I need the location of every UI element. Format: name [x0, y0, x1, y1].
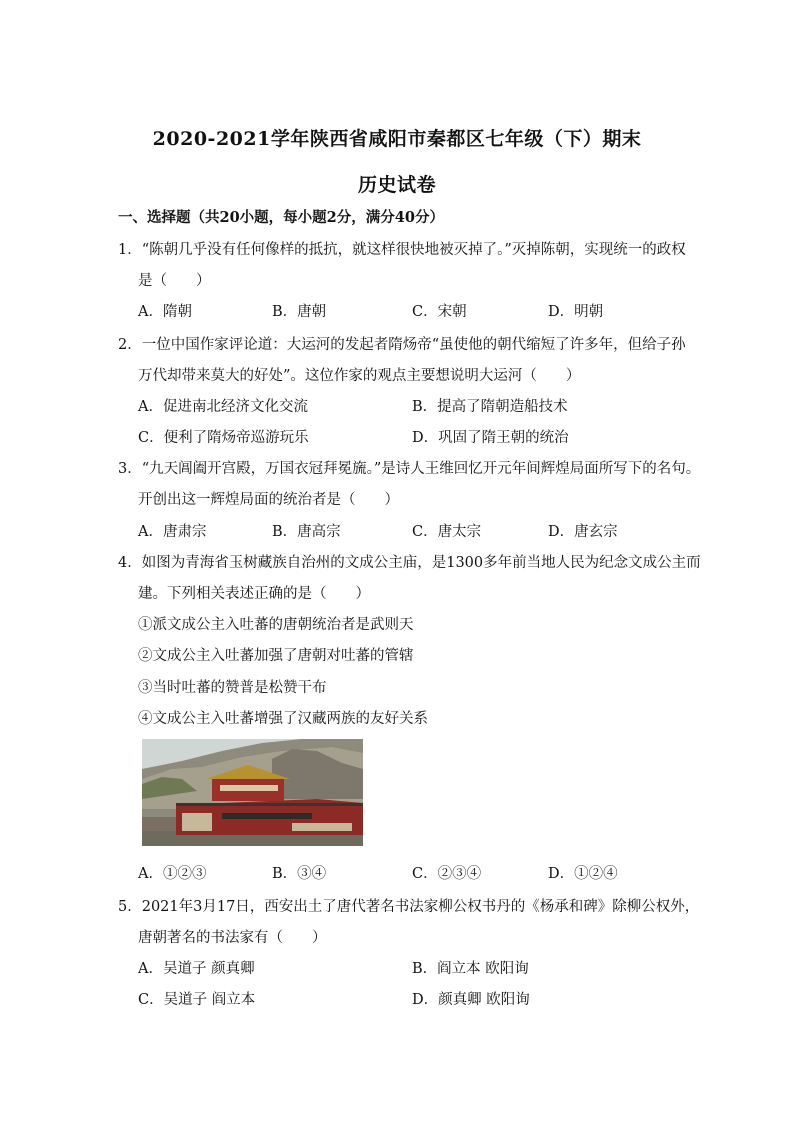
section-heading: 一、选择题（共20小题，每小题2分，满分40分） — [118, 209, 444, 226]
question-number: 1． — [118, 242, 142, 258]
question-4-line-1 — [118, 551, 701, 572]
question-5-line-2: 唐朝著名的书法家有（ ） — [138, 930, 327, 946]
question-number: 2． — [118, 337, 142, 353]
question-5-option-a[interactable]: A．吴道子 颜真卿 — [138, 961, 255, 977]
question-5-line-1 — [118, 895, 699, 916]
question-5-option-b[interactable]: B．阎立本 欧阳询 — [412, 961, 529, 977]
temple-photo — [142, 739, 363, 846]
question-1-line-2: 是（ ） — [138, 273, 211, 289]
question-3-option-a[interactable]: A．唐肃宗 — [138, 524, 207, 540]
question-1-option-a[interactable]: A．隋朝 — [138, 304, 192, 320]
question-2-option-d[interactable]: D．巩固了隋王朝的统治 — [412, 430, 569, 446]
question-1-option-c[interactable]: C．宋朝 — [412, 304, 467, 320]
question-number: 5． — [118, 899, 142, 915]
question-4-line-2: 建。下列相关表述正确的是（ ） — [138, 586, 370, 602]
question-2-line-2: 万代却带来莫大的好处”。这位作家的观点主要想说明大运河（ ） — [138, 368, 581, 384]
question-4-statement-2: ②文成公主入吐蕃加强了唐朝对吐蕃的管辖 — [138, 648, 414, 664]
question-number: 4． — [118, 555, 142, 571]
question-text: “九天阊阖开宫殿，万国衣冠拜冕旒。”是诗人王维回忆开元年间辉煌局面所写下的名句。 — [141, 461, 701, 477]
question-4-option-b[interactable]: B．③④ — [272, 866, 327, 882]
question-5-option-c[interactable]: C．吴道子 阎立本 — [138, 992, 256, 1008]
question-4-statement-4: ④文成公主入吐蕃增强了汉藏两族的友好关系 — [138, 711, 428, 727]
question-2-option-b[interactable]: B．提高了隋朝造船技术 — [412, 399, 568, 415]
question-4-statement-1: ①派文成公主入吐蕃的唐朝统治者是武则天 — [138, 617, 414, 633]
question-2-option-a[interactable]: A．促进南北经济文化交流 — [138, 399, 308, 415]
question-text: “陈朝几乎没有任何像样的抵抗，就这样很快地被灭掉了。”灭掉陈朝，实现统一的政权 — [141, 242, 686, 258]
question-4-option-d[interactable]: D．①②④ — [548, 866, 618, 882]
question-3-option-d[interactable]: D．唐玄宗 — [548, 524, 618, 540]
question-3-line-2: 开创出这一辉煌局面的统治者是（ ） — [138, 492, 399, 508]
question-1-option-d[interactable]: D．明朝 — [548, 304, 604, 320]
question-text: 2021年3月17日，西安出土了唐代著名书法家柳公权书丹的《杨承和碑》除柳公权外， — [141, 899, 700, 915]
page-title: 2020-2021学年陕西省咸阳市秦都区七年级（下）期末 — [152, 128, 642, 150]
question-number: 3． — [118, 461, 142, 477]
question-1-option-b[interactable]: B．唐朝 — [272, 304, 327, 320]
question-2-option-c[interactable]: C．便利了隋炀帝巡游玩乐 — [138, 430, 309, 446]
question-text: 如图为青海省玉树藏族自治州的文成公主庙，是1300多年前当地人民为纪念文成公主而 — [141, 555, 701, 571]
question-4-option-a[interactable]: A．①②③ — [138, 866, 207, 882]
question-text: 一位中国作家评论道：大运河的发起者隋炀帝“虽使他的朝代缩短了许多年，但给子孙 — [141, 337, 686, 353]
question-1-line-1 — [118, 238, 686, 259]
question-2-line-1 — [118, 333, 686, 354]
page-subtitle: 历史试卷 — [357, 174, 436, 196]
question-4-option-c[interactable]: C．②③④ — [412, 866, 482, 882]
question-3-option-b[interactable]: B．唐高宗 — [272, 524, 341, 540]
question-3-option-c[interactable]: C．唐太宗 — [412, 524, 482, 540]
question-4-statement-3: ③当时吐蕃的赞普是松赞干布 — [138, 680, 327, 696]
question-3-line-1 — [118, 457, 700, 478]
question-5-option-d[interactable]: D．颜真卿 欧阳询 — [412, 992, 530, 1008]
